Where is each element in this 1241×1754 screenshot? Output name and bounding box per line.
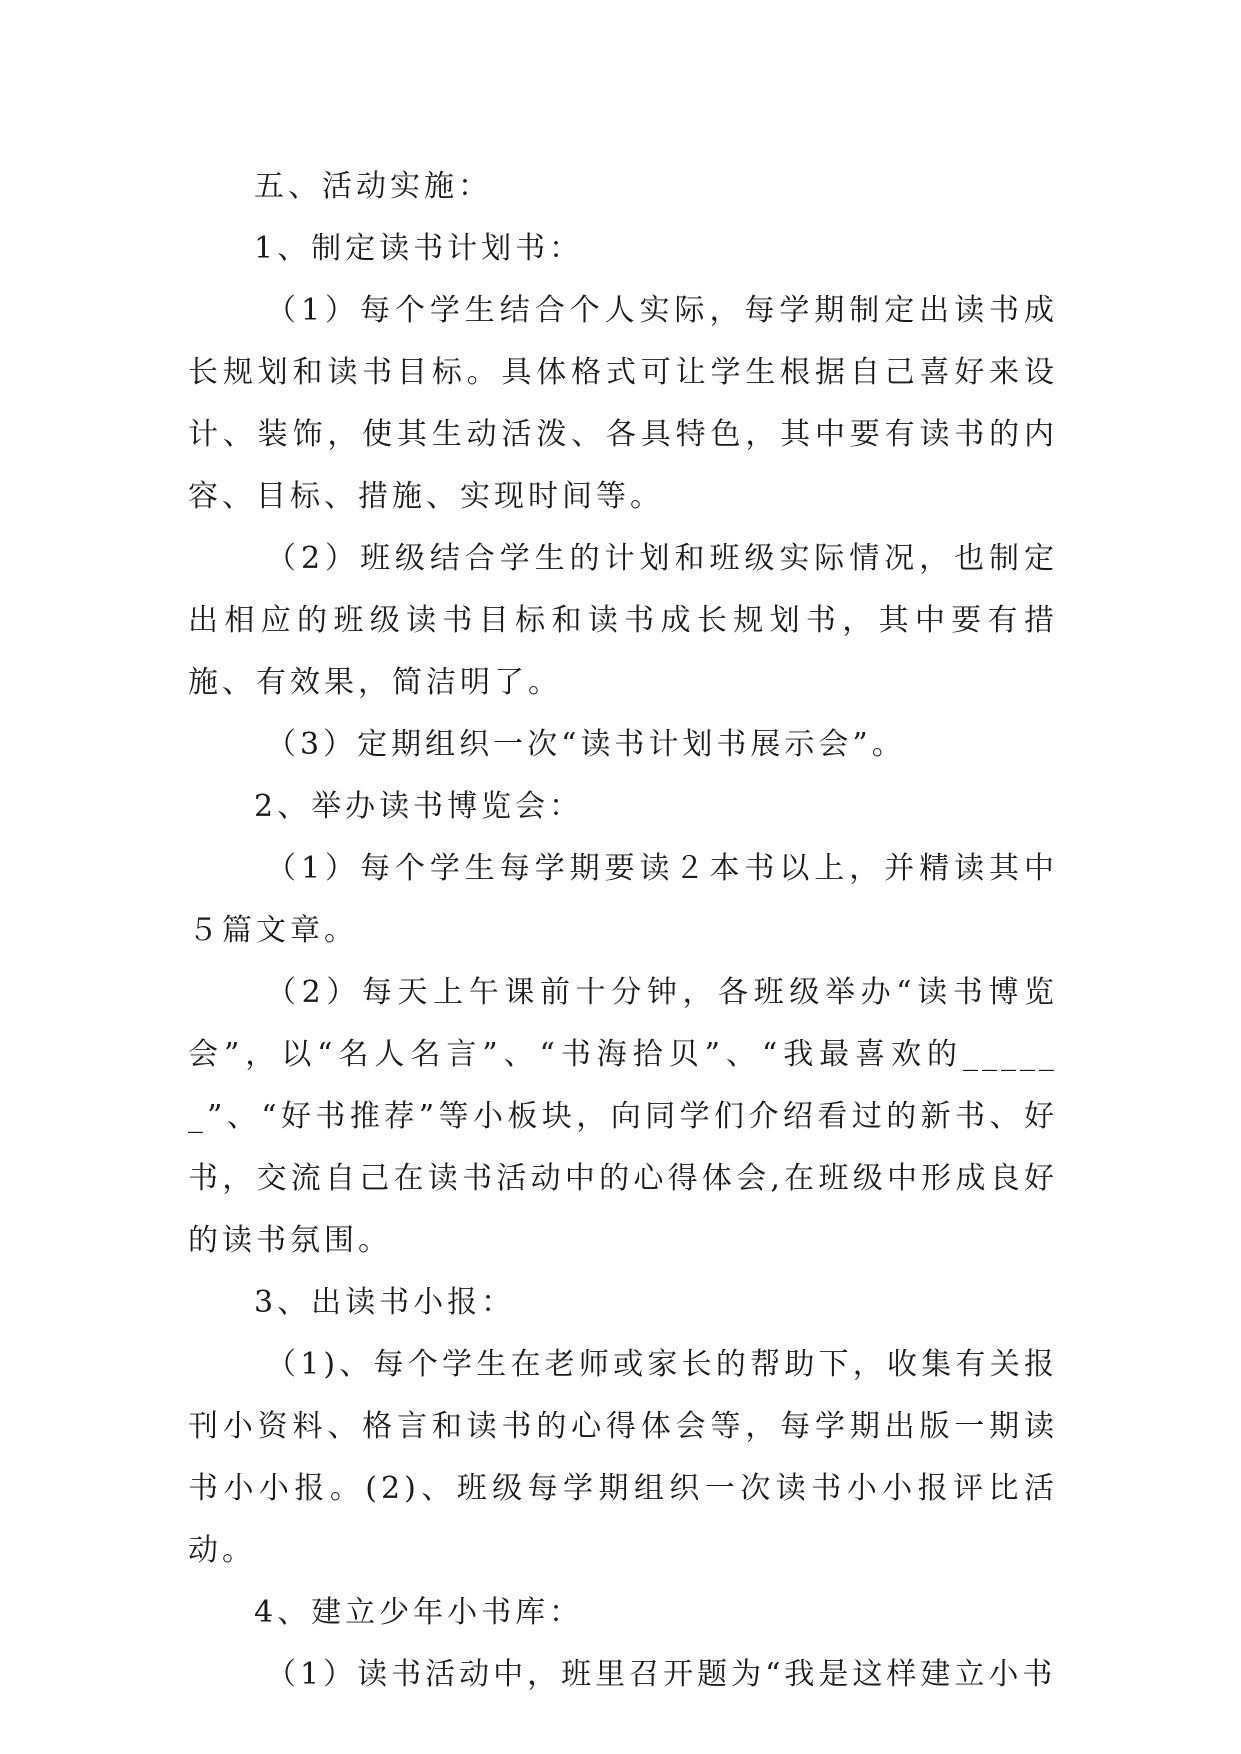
paragraph-plan-item-3: （3）定期组织一次“读书计划书展示会”。 xyxy=(266,727,906,762)
subheading-reading-plan: 1、制定读书计划书： xyxy=(254,231,584,266)
paragraph-newspaper-items: （1)、每个学生在老师或家长的帮助下，收集有关报刊小资料、格言和读书的心得体会等，每学期出版一期读书小小报。(2)、班级每学期组织一次读书小小报评比活动。 xyxy=(188,1347,1058,1568)
section-heading-activity-implementation: 五、活动实施： xyxy=(254,169,492,204)
paragraph-plan-item-2: （2）班级结合学生的计划和班级实际情况，也制定出相应的班级读书目标和读书成长规划书，其中要有措施、有效果，简洁明了。 xyxy=(188,541,1058,700)
subheading-youth-library: 4、建立少年小书库： xyxy=(254,1595,584,1630)
paragraph-expo-item-2: （2）每天上午课前十分钟，各班级举办“读书博览会”，以“名人名言”、“书海拾贝”、“我最喜欢的______”、“好书推荐”等小板块，向同学们介绍看过的新书、好书，交流自己在读书活动中的心得体会,在班级中形成良好的读书氛围。 xyxy=(188,975,1058,1258)
document-body xyxy=(188,156,1058,1706)
paragraph-plan-item-1: （1）每个学生结合个人实际，每学期制定出读书成长规划和读书目标。具体格式可让学生根据自己喜好来设计、装饰，使其生动活泼、各具特色，其中要有读书的内容、目标、措施、实现时间等。 xyxy=(188,293,1058,514)
paragraph-expo-item-1: （1）每个学生每学期要读２本书以上，并精读其中５篇文章。 xyxy=(188,851,1058,948)
subheading-reading-expo: 2、举办读书博览会： xyxy=(254,789,584,824)
subheading-reading-newspaper: 3、出读书小报： xyxy=(254,1285,516,1320)
paragraph-library-item-1: （1）读书活动中，班里召开题为“我是这样建立小书 xyxy=(266,1657,1057,1692)
